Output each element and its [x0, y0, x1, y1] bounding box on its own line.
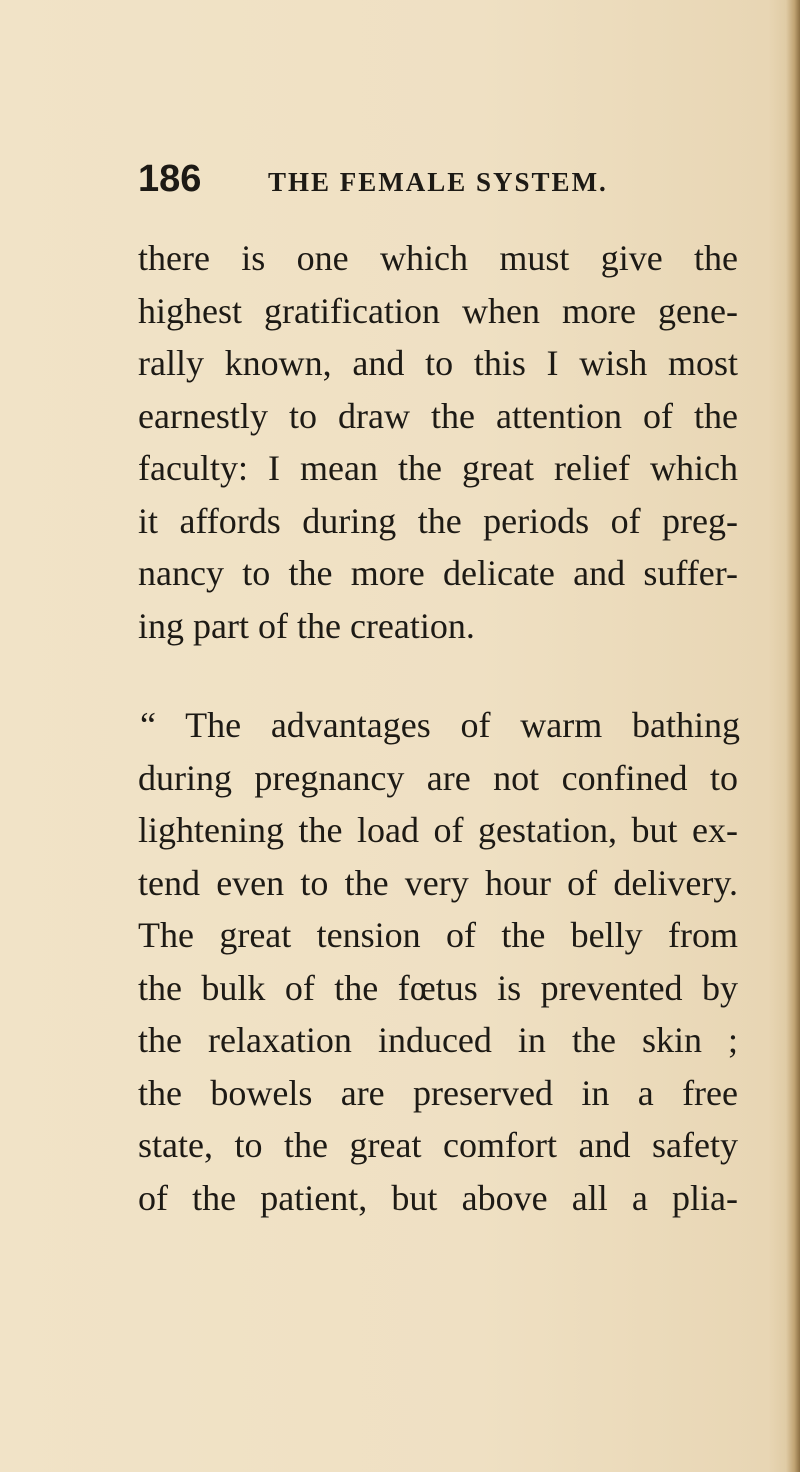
text-line: faculty: I mean the great relief which	[138, 448, 738, 488]
text-line: the relaxation induced in the skin ;	[138, 1020, 738, 1060]
text-line: “ The advantages of warm bathing	[140, 705, 740, 745]
body-text	[138, 232, 738, 1224]
text-line: the bulk of the fœtus is prevented by	[138, 967, 738, 1008]
running-head-title: THE FEMALE SYSTEM.	[268, 167, 608, 197]
paragraph-gap	[138, 652, 738, 699]
page-number: 186	[138, 158, 202, 200]
paragraph	[138, 699, 738, 1224]
text-line: there is one which must give the	[138, 238, 738, 278]
text-line: earnestly to draw the attention of the	[138, 395, 738, 436]
text-line: of the patient, but above all a plia-	[138, 1177, 738, 1218]
text-line: the bowels are preserved in a free	[138, 1072, 738, 1113]
paragraph	[138, 232, 738, 652]
text-line: state, to the great comfort and safety	[138, 1125, 738, 1165]
text-line: lightening the load of gestation, but ex-	[138, 810, 738, 850]
text-line: rally known, and to this I wish most	[138, 343, 738, 383]
text-line: during pregnancy are not confined to	[138, 757, 738, 798]
text-line: highest gratification when more gene-	[138, 290, 738, 331]
page-edge-shadow	[786, 0, 800, 1472]
text-line: it affords during the periods of preg-	[138, 500, 738, 541]
text-line: ing part of the creation.	[138, 605, 475, 646]
text-line: nancy to the more delicate and suffer-	[138, 553, 738, 593]
text-line: tend even to the very hour of delivery.	[138, 862, 738, 903]
running-head	[138, 158, 758, 208]
text-line: The great tension of the belly from	[138, 915, 738, 955]
